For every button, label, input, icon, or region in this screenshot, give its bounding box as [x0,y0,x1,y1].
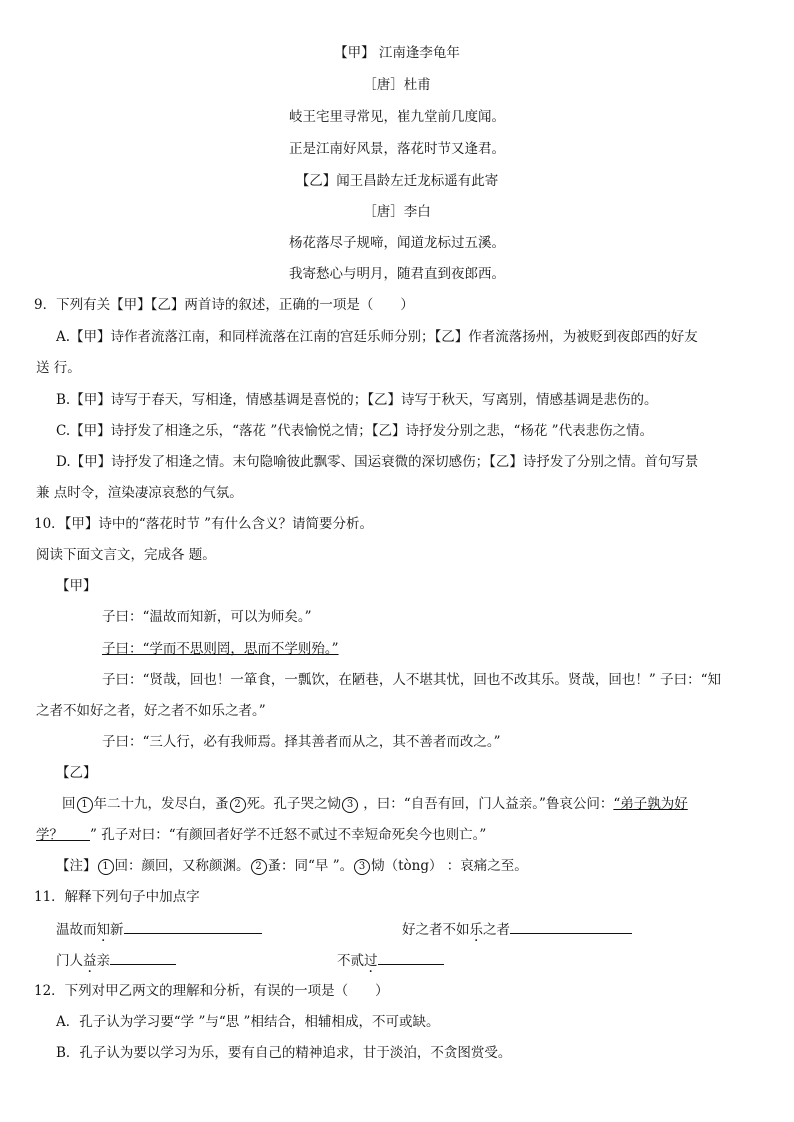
yi-underline-tail [63,827,90,843]
poem-b-title: 【乙】闻王昌龄左迁龙标遥有此寄 [295,173,499,189]
q9-option-b: B.【甲】诗写于春天，写相逢，情感基调是喜悦的；【乙】诗写于秋天，写离别，情感基调是悲伤的。 [56,392,658,408]
footnote-marker-1: 1 [77,797,93,813]
q11-item-1 [56,919,262,939]
q11-item-2-post: 之者 [483,922,510,938]
note-label: 【注】 [56,858,97,874]
analects-passage-3-line-2: 之者不如好之者，好之者不如乐之者。” [36,703,266,719]
yi-underlined-question-part-1: “弟子孰为好 [613,796,688,812]
q9-option-a-line-2: 送 行。 [36,360,81,376]
yi-text-4: ” 孔子对曰：“有颜回者好学不迁怒不贰过不幸短命死矣今也则亡。” [90,827,487,843]
note-text-1: 回：颜回，又称颜渊。 [114,858,250,874]
question-12-stem: 12．下列对甲乙两文的理解和分析，有误的一项是（ ） [34,983,389,999]
note-text-3: 恸（tòng） ：哀痛之至。 [371,858,528,874]
question-11-stem: 11．解释下列句子中加点字 [34,889,200,905]
q11-item-4-pre: 不贰 [337,953,364,969]
poem-a-line-1: 岐王宅里寻常见，崔九堂前几度闻。 [289,109,505,125]
q11-item-3-post: 亲 [96,953,110,969]
section-yi-label: 【乙】 [56,765,97,781]
note-marker-3: 3 [354,859,370,875]
yi-text-3: ，曰：“自吾有回，门人益亲。”鲁哀公问： [359,796,614,812]
q11-item-1-dotted-char: 知 [96,922,110,938]
q11-item-4-answer-blank[interactable] [378,950,444,965]
q11-item-4-dotted-char: 过 [364,953,378,969]
q11-item-2-pre: 好之者不如 [402,922,470,938]
note-text-2: 蚤：同“早 ”。 [267,858,354,874]
poem-a-title: 【甲】 江南逢李龟年 [334,45,460,61]
q11-item-2-answer-blank[interactable] [510,919,632,934]
footnote-marker-2: 2 [230,797,246,813]
footnote-marker-3: 3 [342,797,358,813]
yi-text-1: 年二十九，发尽白，蚤 [93,796,229,812]
yi-text-2: 死。孔子哭之恸 [246,796,341,812]
q9-option-d-line-1: D.【甲】诗抒发了相逢之情。末句隐喻彼此飘零、国运衰微的深切感伤；【乙】诗抒发了分别之情。首句写景 [56,454,699,470]
footnotes [56,857,528,875]
q11-item-3-answer-blank[interactable] [110,950,176,965]
q11-item-3 [56,950,176,970]
section-jia-label: 【甲】 [56,578,97,594]
poem-b-line-2: 我寄愁心与明月，随君直到夜郎西。 [289,266,505,282]
yi-passage-line-1 [62,795,688,813]
q9-option-a-line-1: A.【甲】诗作者流落江南，和同样流落在江南的宫廷乐师分别；【乙】作者流落扬州，为被贬到夜郎西的好友 [56,329,698,345]
yi-passage-line-2 [36,826,486,844]
q11-item-3-dotted-char: 益 [83,953,97,969]
yi-underlined-question-part-2: 学？ [36,827,63,843]
analects-passage-2-text: 子曰：“学而不思则罔，思而不学则殆。” [102,641,339,657]
q11-item-2 [402,919,632,939]
yi-hui: 回 [62,796,76,812]
poem-a-line-2: 正是江南好风景，落花时节又逢君。 [289,141,505,157]
analects-passage-1: 子曰：“温故而知新，可以为师矣。” [102,609,312,625]
q11-item-1-post: 新 [110,922,124,938]
reading-intro: 阅读下面文言文，完成各 题。 [36,547,216,563]
q11-item-1-pre: 温故而 [56,922,97,938]
q9-option-c: C.【甲】诗抒发了相逢之乐，“落花 ”代表愉悦之情；【乙】诗抒发分别之悲，“杨花 ”代表悲伤之情。 [56,423,654,439]
q11-item-3-pre: 门人 [56,953,83,969]
analects-passage-4: 子曰：“三人行，必有我师焉。择其善者而从之，其不善者而改之。” [102,734,501,750]
q12-option-a: A．孔子认为学习要“学 ”与“思 ”相结合，相辅相成，不可或缺。 [56,1014,440,1030]
q11-item-1-answer-blank[interactable] [124,919,262,934]
q11-item-2-dotted-char: 乐 [469,922,483,938]
q11-item-4 [337,950,444,970]
poem-b-line-1: 杨花落尽子规啼，闻道龙标过五溪。 [289,235,505,251]
poem-b-author: ［唐］李白 [363,204,431,220]
q9-option-d-line-2: 兼 点时令，渲染凄凉哀愁的气氛。 [36,485,243,501]
analects-passage-3-line-1: 子曰：“贤哉，回也！一箪食，一瓢饮，在陋巷，人不堪其忧，回也不改其乐。贤哉，回也！” 子曰：“知 [102,672,721,688]
question-10-stem: 10．【甲】诗中的“落花时节 ”有什么含义？请简要分析。 [34,516,374,532]
poem-a-author: ［唐］杜甫 [363,77,431,93]
analects-passage-2 [58,640,339,658]
q12-option-b: B．孔子认为要以学习为乐，要有自己的精神追求，甘于淡泊，不贪图赏受。 [56,1045,512,1061]
note-marker-1: 1 [98,859,114,875]
note-marker-2: 2 [251,859,267,875]
question-9-stem: 9．下列有关【甲】【乙】两首诗的叙述，正确的一项是（ ） [34,297,414,313]
